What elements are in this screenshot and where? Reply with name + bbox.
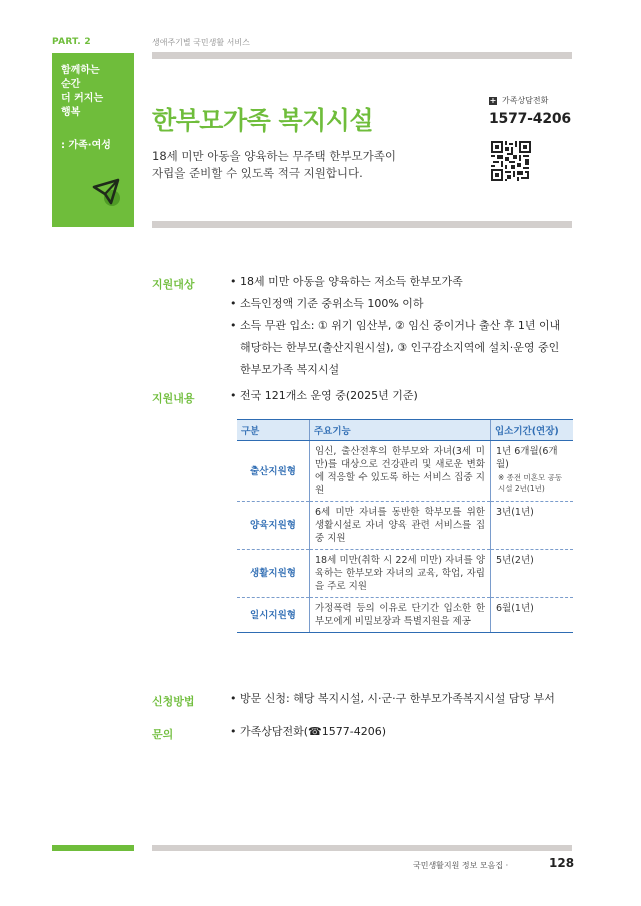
list-item: • 18세 미만 아동을 양육하는 저소득 한부모가족: [230, 275, 463, 288]
list-item: • 방문 신청: 해당 복지시설, 시·군·구 한부모가족복지시설 담당 부서: [230, 692, 555, 705]
content-list: [230, 385, 418, 407]
side-heading-line: 순간: [61, 79, 81, 90]
side-heading-line: 더 커지는: [61, 93, 104, 104]
table-cell-function: 가정폭력 등의 이유로 단기간 입소한 한부모에게 비밀보장과 특별지원을 제공: [310, 598, 491, 633]
paper-plane-icon: [90, 175, 124, 209]
table-cell-period: [491, 441, 574, 502]
page-number: 128: [549, 856, 575, 870]
contact-label: [489, 95, 548, 106]
side-heading-line: 함께하는: [61, 65, 100, 76]
table-row: [237, 550, 573, 598]
table-cell-type: 출산지원형: [237, 441, 310, 502]
section-label-content: 지원내용: [152, 392, 195, 405]
footer-book-title: 국민생활지원 정보 모음집 ·: [413, 861, 509, 870]
table-header-row: [237, 420, 573, 441]
description-line: 18세 미만 아동을 양육하는 무주택 한부모가족이: [152, 149, 396, 163]
table-row: [237, 502, 573, 550]
description-line: 자립을 준비할 수 있도록 적극 지원합니다.: [152, 166, 363, 180]
service-category: 생애주기별 국민생활 서비스: [152, 38, 250, 47]
plus-icon: +: [489, 95, 497, 105]
table-cell-type: 생활지원형: [237, 550, 310, 598]
table-cell-type: 일시지원형: [237, 598, 310, 633]
qr-code-icon: [491, 141, 531, 181]
part-label: PART. 2: [52, 37, 91, 47]
section-label-application: 신청방법: [152, 695, 195, 708]
top-divider: [152, 52, 572, 59]
inquiry-list: [230, 721, 386, 743]
list-item: • 가족상담전화(☎1577-4206): [230, 725, 386, 738]
contact-phone: 1577-4206: [489, 111, 571, 127]
list-item: • 소득인정액 기준 중위소득 100% 이하: [230, 297, 424, 310]
list-item: 한부모가족 복지시설: [240, 363, 340, 376]
footer-accent-bar: [52, 845, 134, 851]
table-cell-function: 임신, 출산전후의 한부모와 자녀(3세 미만)를 대상으로 건강관리 및 새로운 변화에 적응할 수 있도록 하는 서비스 집중 지원: [310, 441, 491, 502]
side-heading: [61, 64, 103, 120]
side-heading-line: 행복: [61, 107, 81, 118]
footer-divider: [152, 845, 572, 851]
contact-label-text: 가족상담전화: [502, 96, 549, 105]
table-header: 구분: [237, 420, 310, 441]
side-subheading: : 가족·여성: [61, 140, 111, 151]
table-cell-type: 양육지원형: [237, 502, 310, 550]
table-header: 주요기능: [310, 420, 491, 441]
side-panel: [52, 53, 134, 227]
list-item: • 소득 무관 입소: ① 위기 임산부, ② 임신 중이거나 출산 후 1년 이내: [230, 319, 561, 332]
table-cell-period: 3년(1년): [491, 502, 574, 550]
title-divider: [152, 221, 572, 228]
list-item: • 전국 121개소 운영 중(2025년 기준): [230, 389, 418, 402]
facility-type-table: [237, 419, 573, 633]
list-item: 해당하는 한부모(출산지원시설), ③ 인구감소지역에 설치·운영 중인: [240, 341, 560, 354]
application-list: [230, 688, 555, 710]
table-row: [237, 598, 573, 633]
eligibility-list: [230, 271, 575, 381]
period-value: 1년 6개월(6개월): [496, 446, 558, 470]
section-label-inquiry: 문의: [152, 728, 174, 741]
page-title: 한부모가족 복지시설: [152, 106, 374, 135]
table-cell-period: 5년(2년): [491, 550, 574, 598]
table-cell-function: 18세 미만(취학 시 22세 미만) 자녀를 양육하는 한부모와 자녀의 교육, 학업, 자립을 주로 지원: [310, 550, 491, 598]
page-description: [152, 148, 452, 182]
table-cell-function: 6세 미만 자녀를 동반한 학부모를 위한 생활시설로 자녀 양육 관련 서비스를 집중 지원: [310, 502, 491, 550]
table-row: [237, 441, 573, 502]
section-label-eligibility: 지원대상: [152, 278, 195, 291]
period-note: ※ 종전 미혼모 공동 시설 2년(1년): [498, 473, 563, 493]
table-header: 입소기간(연장): [491, 420, 574, 441]
table-cell-period: 6월(1년): [491, 598, 574, 633]
